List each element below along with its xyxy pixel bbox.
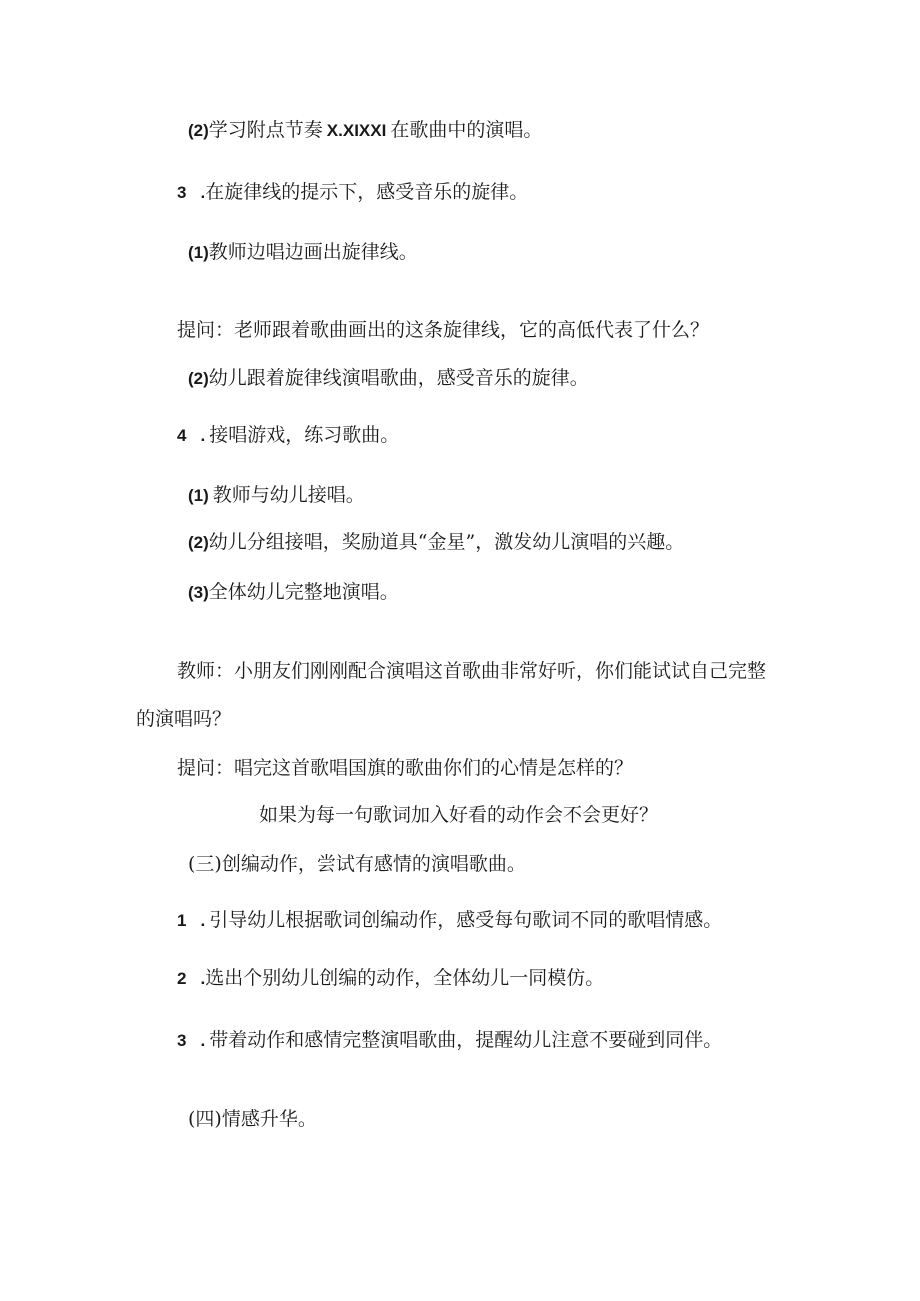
list-separator: . bbox=[200, 969, 206, 988]
paragraph-line bbox=[259, 803, 658, 827]
section-heading: (四)情感升华。 bbox=[188, 1108, 317, 1130]
list-number: (2) bbox=[188, 369, 209, 388]
paragraph-text: 幼儿分组接唱，奖励道具“金星”，激发幼儿演唱的兴趣。 bbox=[208, 531, 685, 553]
paragraph-text: 接唱游戏，练习歌曲。 bbox=[209, 424, 400, 446]
paragraph-text-continued: 在歌曲中的演唱。 bbox=[390, 119, 543, 141]
list-number: (2) bbox=[188, 121, 209, 140]
paragraph-line bbox=[188, 852, 526, 876]
paragraph-text: 学习附点节奏 bbox=[208, 119, 323, 141]
list-number: (3) bbox=[188, 583, 209, 602]
paragraph-line bbox=[177, 1028, 722, 1053]
paragraph-line bbox=[188, 483, 365, 508]
list-separator: . bbox=[200, 183, 206, 202]
paragraph-line bbox=[188, 240, 418, 265]
paragraph-line bbox=[188, 118, 542, 143]
list-number: 3 bbox=[177, 1031, 187, 1050]
paragraph-line bbox=[188, 580, 399, 605]
paragraph-text: 提问：老师跟着歌曲画出的这条旋律线，它的高低代表了什么？ bbox=[177, 319, 710, 341]
list-number: 2 bbox=[177, 969, 187, 988]
paragraph-line bbox=[177, 908, 722, 933]
list-number: 4 bbox=[177, 426, 187, 445]
paragraph-text: 引导幼儿根据歌词创编动作，感受每句歌词不同的歌唱情感。 bbox=[209, 909, 723, 931]
paragraph-line bbox=[177, 756, 633, 780]
paragraph-text: 提问：唱完这首歌唱国旗的歌曲你们的心情是怎样的？ bbox=[177, 757, 634, 779]
paragraph-line bbox=[177, 180, 528, 205]
rhythm-notation: X.XIXXI bbox=[326, 121, 387, 140]
paragraph-text: 幼儿跟着旋律线演唱歌曲，感受音乐的旋律。 bbox=[208, 367, 589, 389]
paragraph-line bbox=[177, 423, 399, 448]
list-number: (2) bbox=[188, 533, 209, 552]
paragraph-text: 全体幼儿完整地演唱。 bbox=[208, 581, 399, 603]
list-number: (1) bbox=[188, 243, 209, 262]
paragraph-text: 教师边唱边画出旋律线。 bbox=[208, 241, 418, 263]
paragraph-line bbox=[188, 1107, 317, 1131]
paragraph-text: 带着动作和感情完整演唱歌曲，提醒幼儿注意不要碰到同伴。 bbox=[209, 1029, 723, 1051]
paragraph-text: 教师：小朋友们刚刚配合演唱这首歌曲非常好听，你们能试试自己完整 bbox=[177, 660, 767, 682]
paragraph-line bbox=[177, 318, 709, 342]
paragraph-line bbox=[188, 366, 589, 391]
list-separator: . bbox=[200, 911, 206, 930]
paragraph-line bbox=[136, 707, 231, 731]
list-number: 3 bbox=[177, 183, 187, 202]
paragraph-line bbox=[188, 530, 684, 555]
section-heading: (三)创编动作，尝试有感情的演唱歌曲。 bbox=[188, 853, 526, 875]
list-number: (1) bbox=[188, 486, 209, 505]
list-separator: . bbox=[200, 1031, 206, 1050]
list-number: 1 bbox=[177, 911, 187, 930]
paragraph-text: 的演唱吗？ bbox=[136, 708, 232, 730]
paragraph-text: 在旋律线的提示下，感受音乐的旋律。 bbox=[205, 181, 529, 203]
paragraph-text: 如果为每一句歌词加入好看的动作会不会更好？ bbox=[259, 804, 659, 826]
list-separator: . bbox=[200, 426, 206, 445]
paragraph-text: 教师与幼儿接唱。 bbox=[212, 484, 365, 506]
paragraph-text: 选出个别幼儿创编的动作，全体幼儿一同模仿。 bbox=[205, 967, 605, 989]
paragraph-line bbox=[177, 659, 766, 683]
paragraph-line bbox=[177, 966, 604, 991]
